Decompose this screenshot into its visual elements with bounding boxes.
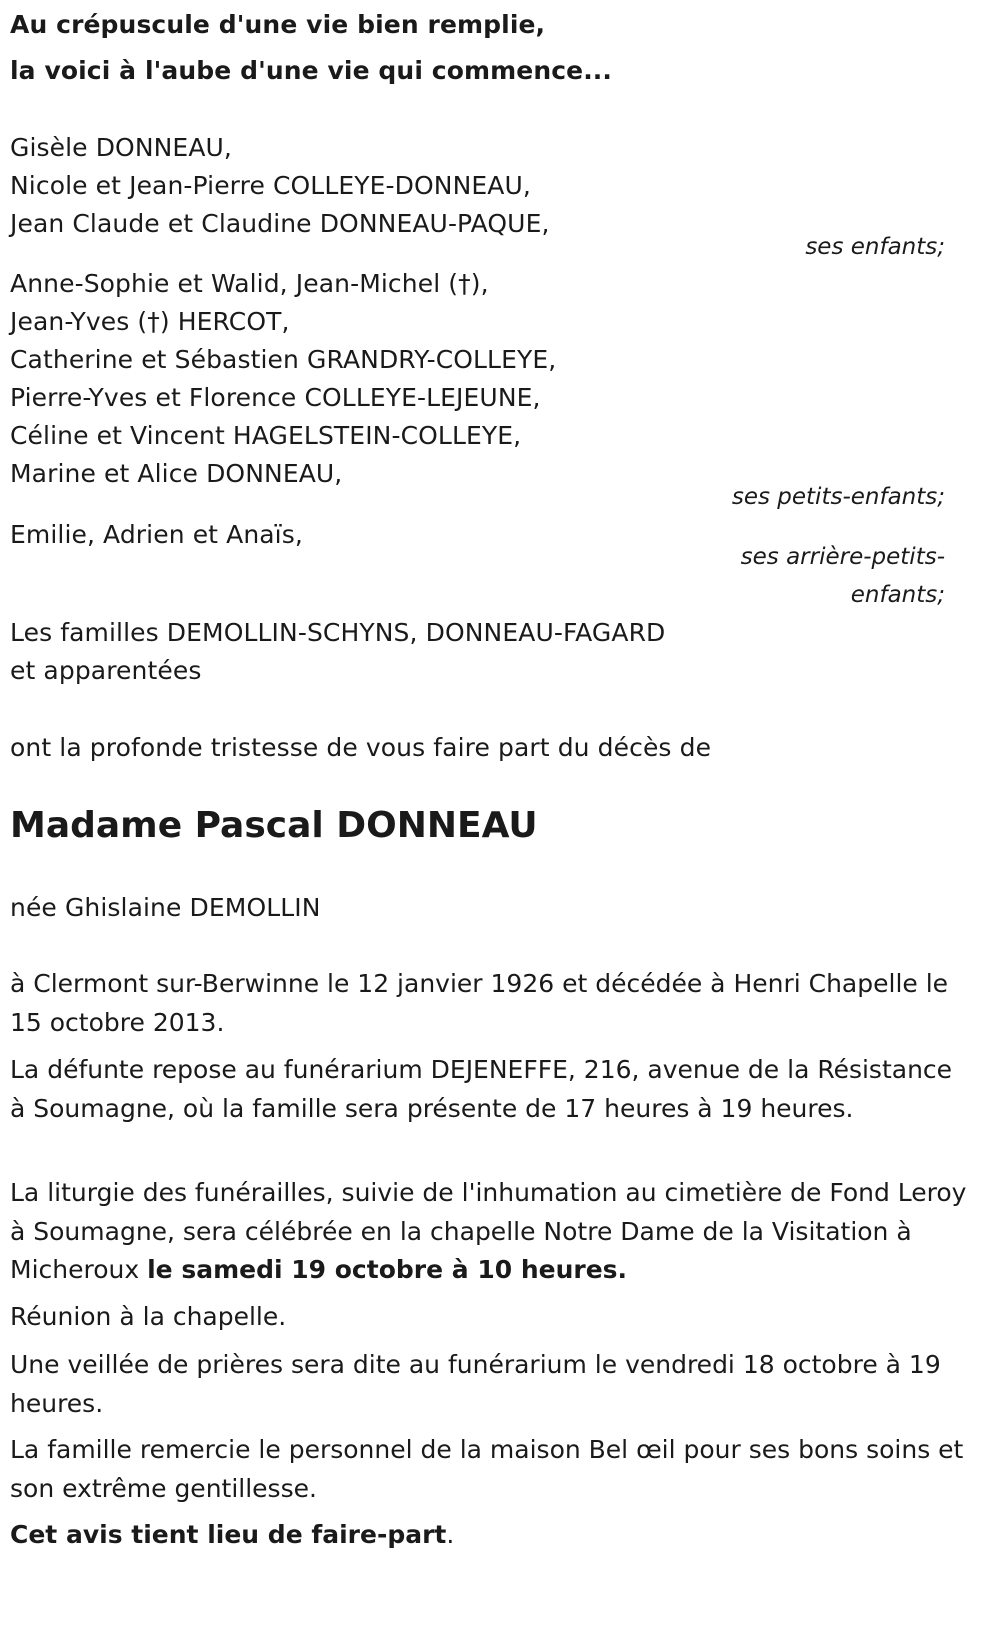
children-role: ses enfants; [805, 234, 945, 260]
child-name: Gisèle DONNEAU, [10, 133, 232, 162]
announcement: ont la profonde tristesse de vous faire part du décès de [10, 733, 712, 762]
rest-paragraph: La défunte repose au funérarium DEJENEFFE, 216, avenue de la Résistance à Soumagne, où la famille sera présente de 17 heures à 19 heures. [10, 1055, 953, 1123]
grandchild-name: Catherine et Sébastien GRANDRY-COLLEYE, [10, 345, 557, 374]
liturgy-date: le samedi 19 octobre à 10 heures. [147, 1255, 628, 1284]
great-grandchildren-role-line-1: ses arrière-petits- [740, 544, 945, 570]
epigraph-line-2: la voici à l'aube d'une vie qui commence... [10, 56, 613, 85]
epigraph-line-1: Au crépuscule d'une vie bien remplie, [10, 10, 546, 39]
great-grandchild-name: Emilie, Adrien et Anaïs, [10, 520, 303, 549]
grandchild-name: Jean-Yves (†) HERCOT, [10, 307, 290, 336]
grandchild-name: Marine et Alice DONNEAU, [10, 459, 343, 488]
child-name: Nicole et Jean-Pierre COLLEYE-DONNEAU, [10, 171, 531, 200]
liturgy-text: La liturgie des funérailles, suivie de l'inhumation au cimetière de Fond Leroy à Soumagne, sera célébrée en la chapelle Notre Dame de la Visitation à Micheroux [10, 1178, 967, 1284]
grandchild-name: Anne-Sophie et Walid, Jean-Michel (†), [10, 269, 489, 298]
closing-paragraph [10, 1516, 970, 1555]
grandchildren-role: ses petits-enfants; [731, 484, 945, 510]
thanks-paragraph: La famille remercie le personnel de la maison Bel œil pour ses bons soins et son extrême gentillesse. [10, 1435, 964, 1503]
closing-bold: Cet avis tient lieu de faire-part [10, 1520, 447, 1549]
deceased-name: Madame Pascal DONNEAU [10, 805, 538, 846]
grandchild-name: Pierre-Yves et Florence COLLEYE-LEJEUNE, [10, 383, 541, 412]
birth-death-paragraph: à Clermont sur-Berwinne le 12 janvier 1926 et décédée à Henri Chapelle le 15 octobre 2013. [10, 969, 949, 1037]
liturgy-paragraph [10, 1174, 970, 1290]
birth-name: née Ghislaine DEMOLLIN [10, 893, 321, 922]
families-line-1: Les familles DEMOLLIN-SCHYNS, DONNEAU-FAGARD [10, 618, 666, 647]
vigil-paragraph: Une veillée de prières sera dite au funérarium le vendredi 18 octobre à 19 heures. [10, 1350, 941, 1418]
families-line-2: et apparentées [10, 656, 202, 685]
child-name: Jean Claude et Claudine DONNEAU-PAQUE, [10, 209, 550, 238]
great-grandchildren-role-line-2: enfants; [850, 582, 945, 608]
meeting-paragraph: Réunion à la chapelle. [10, 1302, 287, 1331]
closing-end: . [446, 1520, 455, 1549]
grandchild-name: Céline et Vincent HAGELSTEIN-COLLEYE, [10, 421, 522, 450]
